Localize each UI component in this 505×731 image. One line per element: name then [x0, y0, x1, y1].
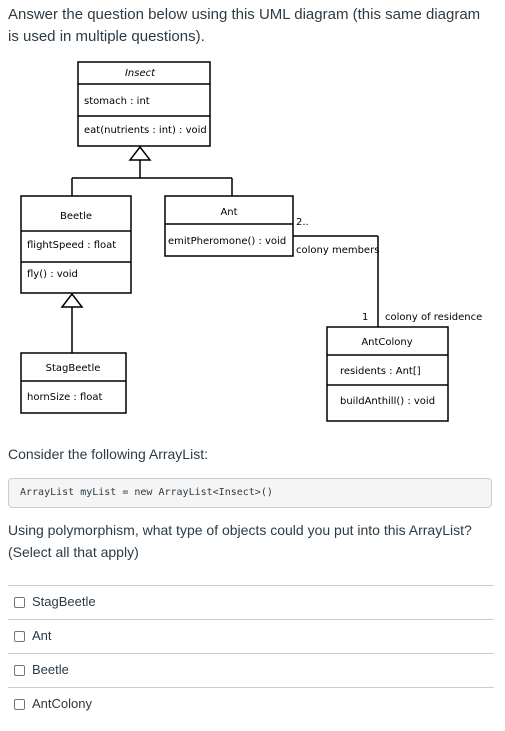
insect-method: eat(nutrients : int) : void: [84, 125, 207, 136]
role-colony-members: colony members: [296, 245, 380, 256]
uml-class-stagbeetle: [21, 353, 126, 413]
answer-label[interactable]: StagBeetle: [32, 594, 96, 609]
beetle-field: flightSpeed : float: [27, 240, 117, 251]
ant-method: emitPheromone() : void: [168, 236, 287, 247]
question-text: Using polymorphism, what type of objects could you put into this ArrayList? (Select all that apply): [8, 522, 472, 560]
association-line: [293, 217, 482, 327]
antcolony-name: AntColony: [361, 337, 413, 348]
uml-class-antcolony: [327, 327, 448, 421]
answer-option-antcolony[interactable]: [8, 687, 494, 721]
checkbox[interactable]: [14, 631, 25, 642]
beetle-method: fly() : void: [27, 269, 78, 280]
answer-option-ant[interactable]: [8, 619, 494, 653]
role-colony-of-residence: colony of residence: [385, 312, 483, 323]
insect-name: Insect: [124, 68, 156, 79]
answer-label[interactable]: AntColony: [32, 696, 92, 711]
ant-name: Ant: [220, 207, 238, 218]
checkbox[interactable]: [14, 665, 25, 676]
antcolony-method: buildAnthill() : void: [340, 396, 436, 407]
answer-label[interactable]: Beetle: [32, 662, 69, 677]
antcolony-field: residents : Ant[]: [340, 366, 421, 377]
uml-class-insect: [78, 62, 210, 146]
inheritance-arrow-beetle: [62, 294, 82, 353]
stagbeetle-field: hornSize : float: [27, 392, 103, 403]
answer-option-beetle[interactable]: [8, 653, 494, 687]
inheritance-arrow-insect: [72, 147, 232, 196]
beetle-name: Beetle: [59, 211, 93, 222]
uml-diagram: [0, 55, 505, 430]
code-line: ArrayList myList = new ArrayList<Insect>(): [20, 487, 273, 498]
checkbox[interactable]: [14, 597, 25, 608]
multiplicity-ant: 2..: [296, 217, 309, 228]
answer-label[interactable]: Ant: [32, 628, 52, 643]
checkbox[interactable]: [14, 699, 25, 710]
uml-class-beetle: [21, 196, 131, 293]
answer-option-stagbeetle[interactable]: [8, 585, 494, 619]
consider-text: Consider the following ArrayList:: [8, 446, 208, 462]
question-intro: Answer the question below using this UML diagram (this same diagram is used in multiple questions).: [8, 6, 481, 45]
uml-class-ant: [165, 196, 293, 256]
stagbeetle-name: StagBeetle: [45, 363, 101, 374]
code-block: [8, 478, 492, 508]
insect-field: stomach : int: [84, 96, 150, 107]
multiplicity-colony: 1: [362, 312, 369, 323]
